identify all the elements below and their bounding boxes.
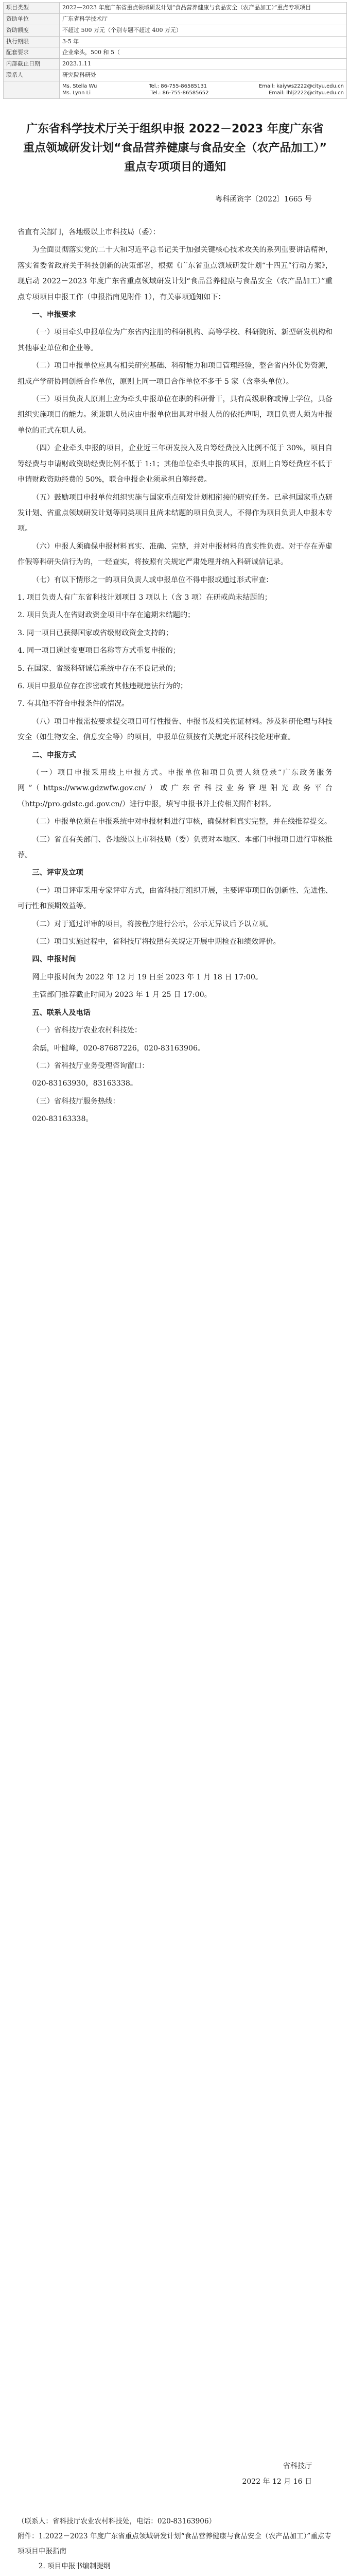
title-line-3: 重点专项项目的通知 (124, 161, 226, 174)
body-paragraph: 网上申报时间为 2022 年 12 月 19 日至 2023 年 1 月 18 日 17:00。 (32, 973, 263, 981)
document-number: 粤科函资字〔2022〕1665 号 (215, 195, 312, 204)
info-value: 不超过 500 万元（个别专题不超过 400 万元） (60, 25, 347, 36)
info-value-contact (60, 81, 347, 98)
signature-block (242, 2459, 312, 2489)
body-paragraph: 主管部门推荐截止时间为 2023 年 1 月 25 日 17:00。 (32, 991, 212, 999)
info-key: 资助单位 (4, 13, 60, 25)
body-paragraph: （二）项目申报单位应具有相关研究基础、科研能力和项目管理经验，整合省内外优势资源，组成产学研协同创新合作单位，原则上同一项目合作单位不多于 5 家（含牵头单位）。 (18, 362, 332, 386)
body-paragraph: （八）项目申报需按要求提交项目可行性报告、申报书及相关佐证材料。涉及科研伦理与科技安全（如生物安全、信息安全等）的项目，申报单位须按有关规定开展科技伦理审查。 (18, 717, 332, 742)
info-value: 2022—2023 年度广东省重点领域研发计划“食品营养健康与食品安全（农产品加工）”重点专项项目 (60, 3, 347, 14)
contact-line-1 (62, 83, 344, 90)
body-paragraph: 为全面贯彻落实党的二十大和习近平总书记关于加强关键核心技术攻关的系列重要讲话精神，落实省委省政府关于科技创新的决策部署，根据《广东省重点领域研发计划“十四五”行动方案》，现启动 2022－2023 年度广东省重点领域研发计划“食品营养健康与食品安全（农产品加工）”重点专项项目申报工作（申报指南见附件 1），有关事项通知如下： (18, 246, 333, 301)
body-paragraph: （三）项目实施过程中，省科技厅将按照有关规定开展中期检查和绩效评价。 (32, 938, 281, 946)
notice-title (15, 120, 335, 177)
contact-line-2 (62, 90, 344, 97)
body-paragraph: （二）省科技厅业务受理咨询窗口： (32, 1061, 149, 1070)
body-paragraph: （一）项目牵头申报单位为广东省内注册的科研机构、高等学校、科研院所、新型研发机构和其他事业单位和企业等。 (18, 328, 332, 352)
body-paragraph: 5. 在国家、省级科研诚信系统中存在不良记录的； (18, 664, 180, 673)
contact-email[interactable]: Email: lhlj2222@cityu.edu.cn (269, 90, 344, 96)
info-key (4, 81, 60, 98)
contact-tel: Tel.: 86-755-86585131 (149, 83, 207, 89)
body-paragraph: （三）项目负责人原则上应为牵头申报单位在职的科研骨干，具有高级职称或博士学位，具备组织实施项目的能力。须兼职人员应由申报单位出具对申报人员的依托声明，项目负责人须为申报单位的正式在职人员。 (18, 395, 332, 435)
contact-name: Ms. Stella Wu (62, 83, 97, 89)
project-info-table (3, 2, 347, 99)
info-key: 资助额度 (4, 25, 60, 36)
attachment-item[interactable] (18, 2574, 332, 2576)
body-paragraph: （一）项目申报采用线上申报方式。申报单位和项目负责人须登录“广东政务服务网”（https://www.gdzwfw.gov.cn/）或广东省科技业务管理阳光政务平台（http://pro.gdstc.gd.gov.cn/）进行申报，填写申报书并上传相关附件材料。 (18, 769, 332, 808)
body-paragraph: 6. 项目申报单位存在涉密或有其他违规违法行为的； (18, 682, 188, 690)
attachments-heading: 附件：1.2022－2023 年度广东省重点领域研发计划“食品营养健康与食品安全（农产品加工）”重点专项项目申报指南 (18, 2532, 332, 2555)
info-key: 配套要求 (4, 47, 60, 59)
body-paragraph: 省直有关部门，各地级以上市科技局（委）： (18, 228, 160, 236)
body-paragraph: 3. 同一项目已获得国家或省级财政资金支持的； (18, 629, 173, 637)
body-paragraph: （七）有以下情形之一的项目负责人或申报单位不得申报或通过形式审查： (32, 575, 273, 584)
body-paragraph: （二）对于通过评审的项目，将按程序进行公示，公示无异议后予以立项。 (32, 920, 273, 928)
attachments-block (18, 2514, 332, 2576)
title-line-2: 重点领域研发计划“食品营养健康与食品安全（农产品加工）” (23, 142, 327, 155)
body-paragraph: 020-83163338。 (32, 1115, 93, 1124)
section-heading: 一、申报要求 (32, 311, 76, 319)
info-row (4, 25, 347, 36)
info-key: 内部截止日期 (4, 59, 60, 70)
info-row (4, 70, 347, 81)
info-value: 2023.1.11 (60, 59, 347, 70)
section-heading: 三、评审及立项 (32, 869, 83, 877)
body-paragraph: 余磊，叶健峰，020-87687226，020-83163906。 (32, 1044, 205, 1053)
info-key: 联系人 (4, 70, 60, 81)
body-paragraph: 1. 项目负责人有广东省科技计划项目 3 项以上（含 3 项）在研或尚未结题的； (18, 593, 272, 602)
attachment-item[interactable]: 2. 项目申报书编制提纲 (38, 2562, 111, 2570)
contact-tel: Tel.: 86-755-86585652 (150, 90, 209, 96)
section-heading: 四、申报时间 (32, 955, 76, 964)
info-row (4, 59, 347, 70)
info-key: 项目类型 (4, 3, 60, 14)
body-paragraph: 4. 同一项目通过变更项目名称等方式重复申报的； (18, 647, 180, 655)
section-heading: 五、联系人及电话 (32, 1008, 91, 1017)
info-value: 企业牵头，500 和 5（ (60, 47, 347, 59)
contact-email[interactable]: Email: kaiyws2222@cityu.edu.cn (258, 83, 344, 89)
signature-date: 2022 年 12 月 16 日 (242, 2478, 312, 2486)
title-line-1: 广东省科学技术厅关于组织申报 2022－2023 年度广东省 (26, 123, 324, 135)
info-row (4, 13, 347, 25)
body-paragraph: （五）鼓励项目申报单位组织实施与国家重点研发计划相衔接的研究任务。已承担国家重点研发计划、省重点领域研发计划等同类项目且尚未结题的项目负责人，不得作为项目负责人申报本专项。 (18, 493, 332, 533)
info-row (4, 3, 347, 14)
body-paragraph: （三）省直有关部门、各地级以上市科技局（委）负责对本地区、本部门申报项目进行审核推荐。 (18, 835, 332, 860)
info-key: 执行期限 (4, 36, 60, 47)
contact-name: Ms. Lynn Li (62, 90, 91, 96)
body-paragraph: （三）省科技厅服务热线： (32, 1097, 120, 1106)
info-value: 3-5 年 (60, 36, 347, 47)
body-paragraph: （一）项目评审采用专家评审方式，由省科技厅组织开展，主要评审项目的创新性、先进性、可行性和预期效益等。 (18, 886, 332, 911)
notice-body (18, 225, 332, 1129)
body-paragraph: （二）申报单位须在申报系统中对申报材料进行审核，确保材料真实完整，并在线推荐提交。 (32, 818, 332, 826)
attachments-note: （联系人：省科技厅农业农村科技处，电话：020-83163906） (18, 2517, 216, 2526)
info-row-contact (4, 81, 347, 98)
body-paragraph: （六）申报人须确保申报材料真实、准确、完整，并对申报材料的真实性负责。对于存在弄虚作假等科研失信行为的，一经查实，将按照有关规定严肃处理并纳入科研诚信记录。 (18, 542, 332, 567)
body-paragraph: （一）省科技厅农业农村科技处： (32, 1026, 142, 1035)
info-value: 研究院科研处 (60, 70, 347, 81)
body-paragraph: 020-83163930，83163338。 (32, 1079, 138, 1088)
info-value: 广东省科学技术厅 (60, 13, 347, 25)
info-row (4, 47, 347, 59)
body-paragraph: 7. 有其他不符合申报条件的情况。 (18, 700, 129, 708)
signature-org: 省科技厅 (283, 2462, 312, 2470)
body-paragraph: 2. 项目负责人在省财政资金项目中存在逾期未结题的； (18, 611, 195, 620)
info-row (4, 36, 347, 47)
section-heading: 二、申报方式 (32, 751, 76, 759)
body-paragraph: （四）企业牵头申报的项目，企业近三年研发投入及自筹经费投入比例不低于 30%，项目自筹经费与申请财政资助经费比例不低于 1:1；其他单位牵头申报的项目，原则上自筹经费应不低于申请财政资助经费的 50%，联合申报企业须承担自筹经费。 (18, 444, 332, 484)
